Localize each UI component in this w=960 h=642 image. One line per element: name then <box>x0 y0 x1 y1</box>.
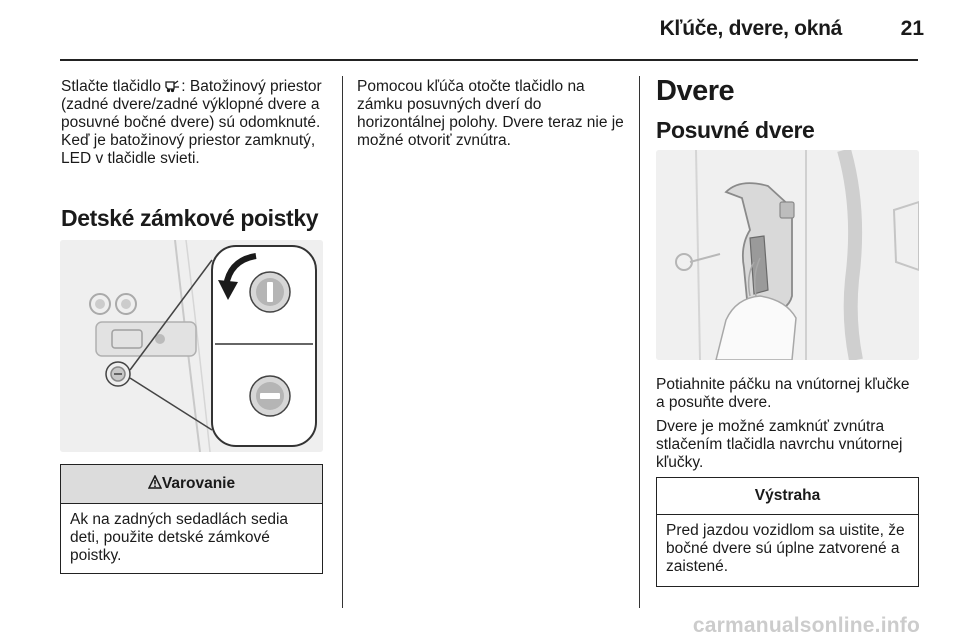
sliding-door-heading: Posuvné dvere <box>656 117 815 143</box>
trunk-button-paragraph: Stlačte tlačidlo : Batožinový priestor (zadné dvere/zadné výklopné dvere a posuvné bočné dvere) sú odomknuté. Keď je batožinový priestor zamknutý, LED v tlačidle svieti. <box>61 78 322 167</box>
warning-header: Varovanie <box>61 465 322 504</box>
sliding-door-illustration <box>656 150 919 360</box>
child-lock-instruction: Pomocou kľúča otočte tlačidlo na zámku posuvných dverí do horizontálnej polohy. Dvere teraz nie je možné otvoriť zvnútra. <box>357 78 624 149</box>
notice-text: Pred jazdou vozidlom sa uistite, že bočné dvere sú úplne zatvorené a zaistené. <box>666 522 905 575</box>
column-divider-1 <box>342 76 343 608</box>
warning-icon <box>148 475 162 489</box>
sliding-door-drawing <box>656 150 919 360</box>
child-lock-drawing <box>60 240 323 452</box>
sliding-door-para-1: Potiahnite páčku na vnútornej kľučke a posuňte dvere. <box>656 376 910 411</box>
child-lock-illustration <box>60 240 323 452</box>
doors-heading: Dvere <box>656 75 735 107</box>
column-2 <box>357 78 627 150</box>
watermark: carmanualsonline.info <box>692 614 920 637</box>
column-1 <box>61 78 329 168</box>
trunk-icon <box>165 79 181 93</box>
sliding-door-text <box>656 376 922 472</box>
page-title: Kľúče, dvere, okná <box>659 17 842 40</box>
column-divider-2 <box>639 76 640 608</box>
notice-box <box>656 477 919 587</box>
child-lock-heading: Detské zámkové poistky <box>61 205 319 231</box>
header-divider <box>60 59 918 61</box>
sliding-door-para-2: Dvere je možné zamknúť zvnútra stlačením tlačidla navrchu vnútornej kľučky. <box>656 418 903 471</box>
warning-box <box>60 464 323 574</box>
page-number: 21 <box>900 17 924 40</box>
notice-header: Výstraha <box>657 478 918 515</box>
warning-text: Ak na zadných sedadlách sedia deti, použite detské zámkové poistky. <box>70 511 289 564</box>
